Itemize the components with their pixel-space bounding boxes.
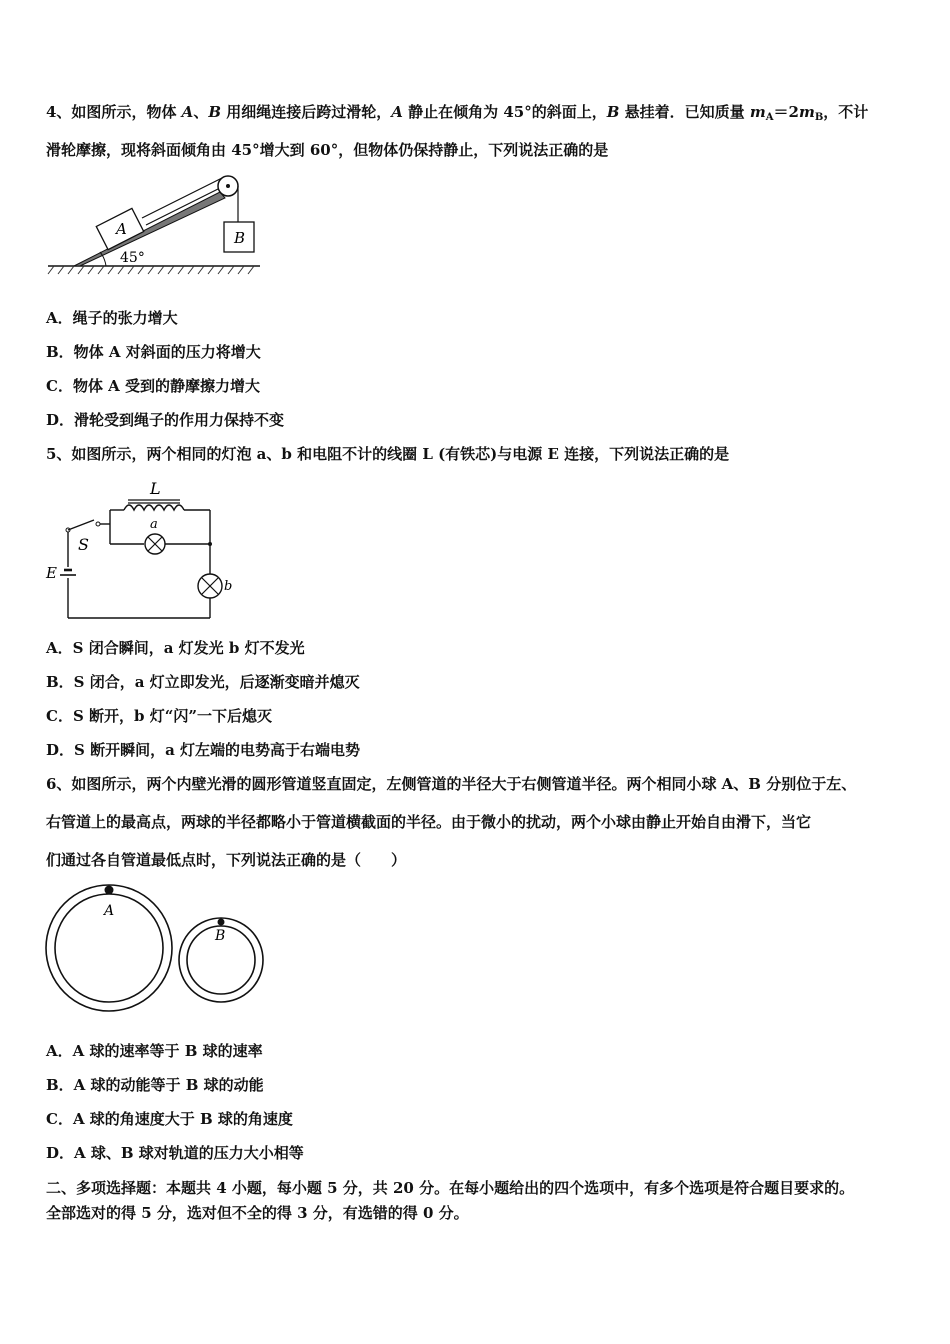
q5-option-d[interactable]: D．S 断开瞬间，a 灯左端的电势高于右端电势 (46, 741, 361, 759)
q5-option-b[interactable]: B．S 闭合，a 灯立即发光，后逐渐变暗并熄灭 (46, 673, 360, 691)
q5-switch-label: S (78, 535, 89, 554)
q4-option-a[interactable]: A．绳子的张力增大 (46, 309, 178, 327)
q5-source-label: E (46, 564, 57, 582)
q4-option-d[interactable]: D．滑轮受到绳子的作用力保持不变 (46, 411, 285, 429)
q6-option-c[interactable]: C．A 球的角速度大于 B 球的角速度 (46, 1110, 293, 1128)
q4-figure-incline-pulley (44, 168, 264, 278)
q5-option-a[interactable]: A．S 闭合瞬间，a 灯发光 b 灯不发光 (46, 639, 305, 657)
q6-figure-tubes (44, 882, 274, 1014)
q6-stem-line2: 右管道上的最高点，两球的半径都略小于管道横截面的半径。由于微小的扰动，两个小球由静止开始自由滑下，当它 (46, 813, 812, 831)
q6-option-a[interactable]: A．A 球的速率等于 B 球的速率 (46, 1042, 263, 1060)
q5-option-c[interactable]: C．S 断开，b 灯“闪”一下后熄灭 (46, 707, 272, 725)
q5-lamp-b-label: b (224, 579, 233, 594)
q6-ball-a (105, 886, 114, 895)
q4-block-a-label: A (116, 220, 127, 238)
q6-stem-line1: 6、如图所示，两个内壁光滑的圆形管道竖直固定，左侧管道的半径大于右侧管道半径。两个相同小球 A、B 分别位于左、 (46, 775, 857, 793)
q4-angle-label: 45° (120, 250, 145, 266)
section2-heading-line1: 二、多项选择题：本题共 4 小题，每小题 5 分，共 20 分。在每小题给出的四个选项中，有多个选项是符合题目要求的。 (46, 1179, 855, 1197)
q6-ball-b-label: B (215, 928, 226, 944)
q5-figure-circuit (44, 474, 244, 624)
q6-option-b[interactable]: B．A 球的动能等于 B 球的动能 (46, 1076, 264, 1094)
q5-stem: 5、如图所示，两个相同的灯泡 a、b 和电阻不计的线圈 L (有铁芯)与电源 E 连接，下列说法正确的是 (46, 445, 730, 463)
q4-option-b[interactable]: B．物体 A 对斜面的压力将增大 (46, 343, 261, 361)
q4-stem-line2: 滑轮摩擦，现将斜面倾角由 45°增大到 60°，但物体仍保持静止，下列说法正确的是 (46, 141, 609, 159)
q4-stem-line1: 4、如图所示，物体 A、B 用细绳连接后跨过滑轮，A 静止在倾角为 45°的斜面上，B 悬挂着．已知质量 $m_A=2m_B$，不计 (46, 103, 869, 123)
q5-lamp-a-label: a (150, 517, 158, 532)
q6-ball-a-label: A (104, 903, 115, 919)
section2-heading-line2: 全部选对的得 5 分，选对但不全的得 3 分，有选错的得 0 分。 (46, 1204, 469, 1222)
q6-option-d[interactable]: D．A 球、B 球对轨道的压力大小相等 (46, 1144, 304, 1162)
q6-stem-line3: 们通过各自管道最低点时，下列说法正确的是（ ） (46, 851, 407, 869)
q4-block-b-label: B (234, 229, 246, 247)
q6-ball-b (218, 919, 225, 926)
q4-option-c[interactable]: C．物体 A 受到的静摩擦力增大 (46, 377, 261, 395)
q5-coil-label: L (150, 479, 161, 498)
